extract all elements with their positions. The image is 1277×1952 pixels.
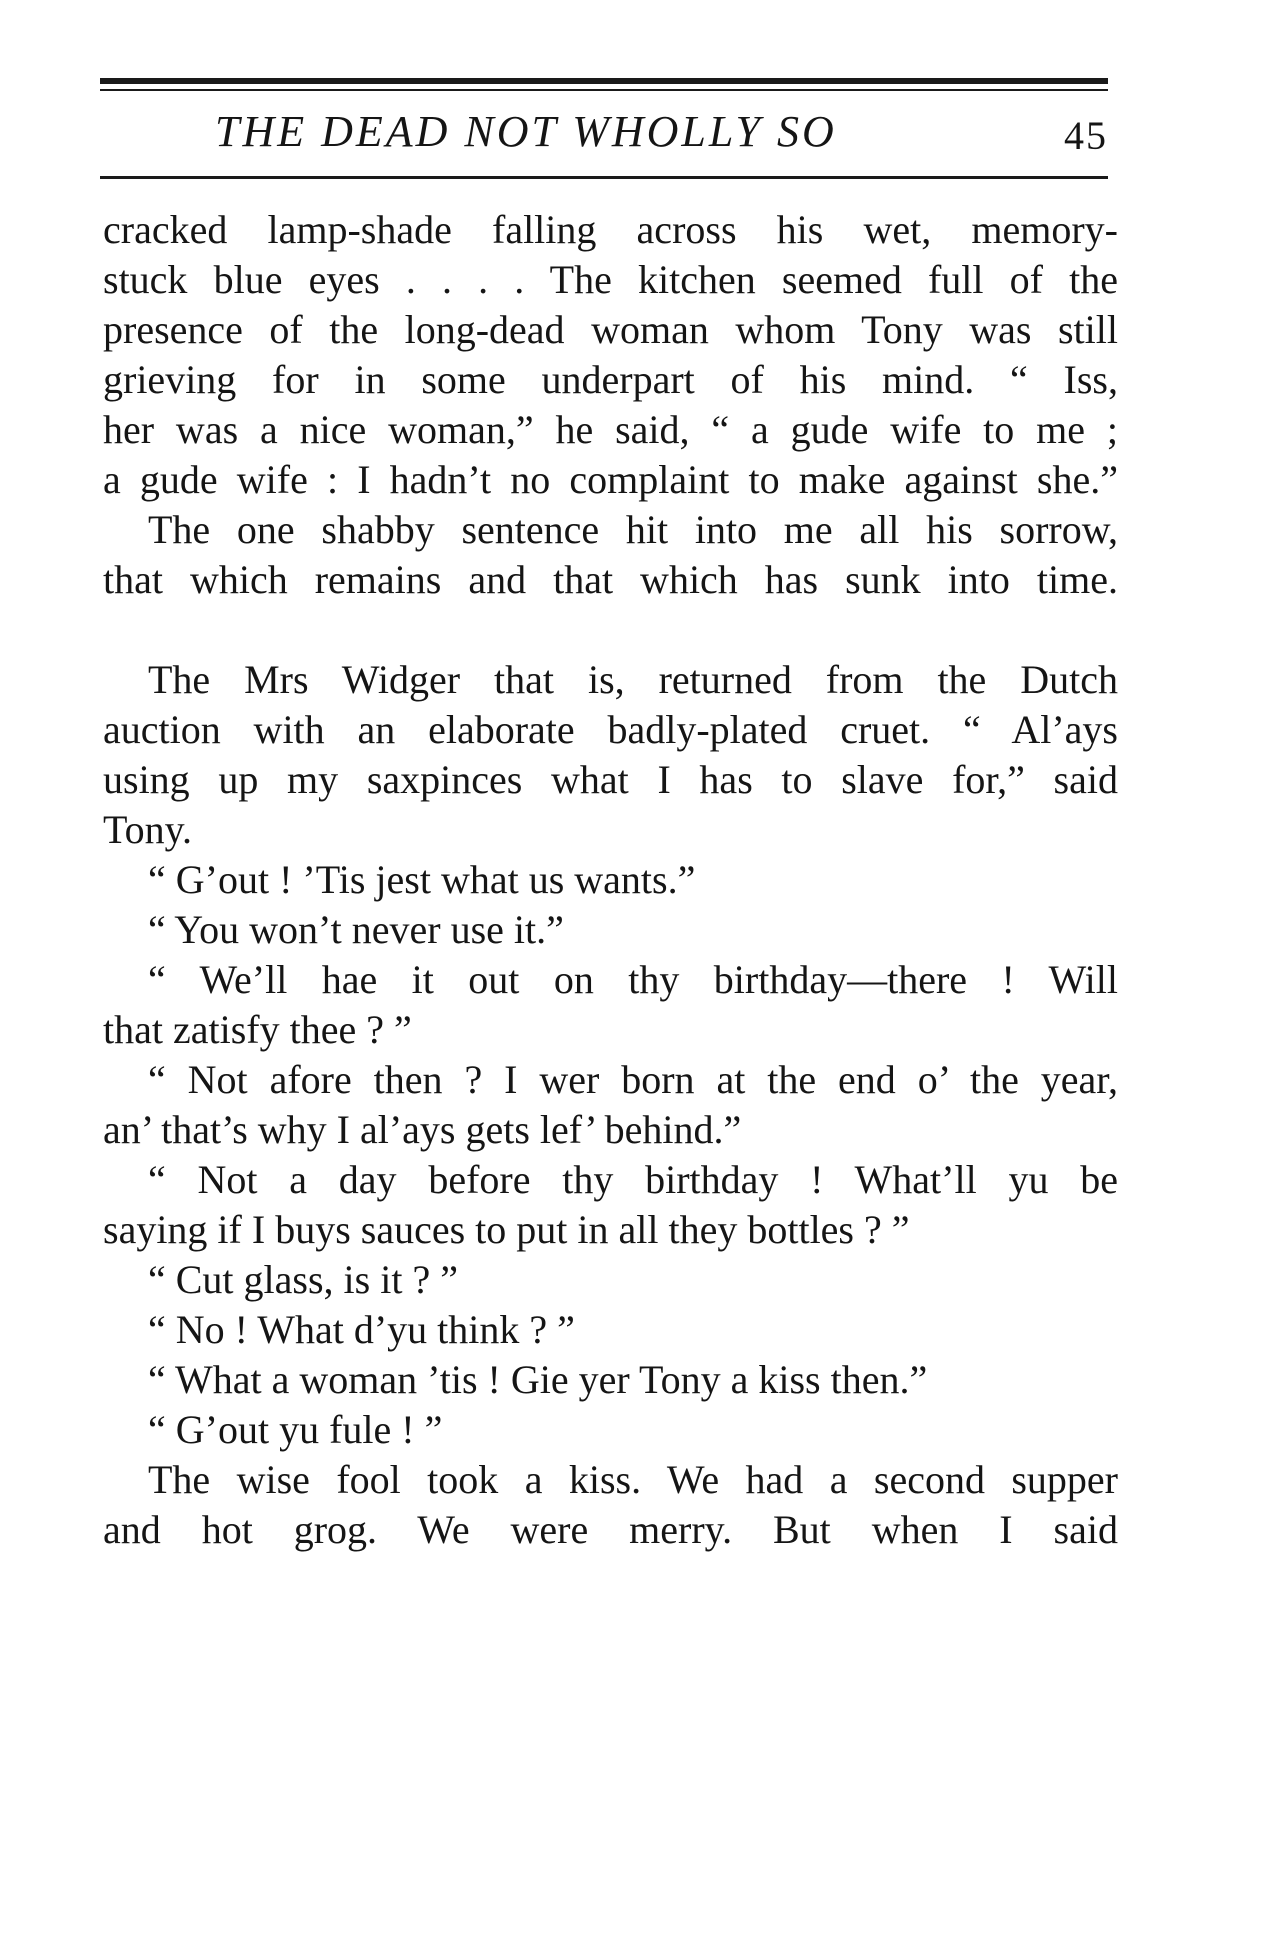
text-line: and hot grog. We were merry. But when I said (103, 1507, 1118, 1552)
text-line: an’ that’s why I al’ays gets lef’ behind.” (103, 1107, 742, 1152)
text-line: “ Cut glass, is it ? ” (148, 1257, 458, 1302)
text-line: The wise fool took a kiss. We had a second supper (148, 1457, 1118, 1502)
text-line: The one shabby sentence hit into me all his sorrow, (148, 507, 1118, 552)
text-line: “ Not afore then ? I wer born at the end o’ the year, (148, 1057, 1118, 1102)
header-rule-thin (100, 89, 1108, 91)
text-line: “ G’out yu fule ! ” (148, 1407, 443, 1452)
running-title: THE DEAD NOT WHOLLY SO (215, 107, 837, 156)
text-line: presence of the long-dead woman whom Tony was still (103, 307, 1118, 352)
text-line: that zatisfy thee ? ” (103, 1007, 412, 1052)
text-line: grieving for in some underpart of his mind. “ Iss, (103, 357, 1118, 402)
header-rule-thick (100, 78, 1108, 84)
text-line: Tony. (103, 807, 193, 852)
text-line: “ What a woman ’tis ! Gie yer Tony a kiss then.” (148, 1357, 928, 1402)
text-line: cracked lamp-shade falling across his wet, memory- (103, 207, 1118, 252)
text-line: saying if I buys sauces to put in all they bottles ? ” (103, 1207, 910, 1252)
text-line: a gude wife : I hadn’t no complaint to make against she.” (103, 457, 1118, 502)
text-line: “ Not a day before thy birthday ! What’ll yu be (148, 1157, 1118, 1202)
text-line: stuck blue eyes . . . . The kitchen seemed full of the (103, 257, 1118, 302)
text-line: The Mrs Widger that is, returned from the Dutch (148, 657, 1118, 702)
text-line: auction with an elaborate badly-plated cruet. “ Al’ays (103, 707, 1118, 752)
text-line: using up my saxpinces what I has to slave for,” said (103, 757, 1118, 802)
text-line: “ You won’t never use it.” (148, 907, 564, 952)
text-line: “ G’out ! ’Tis jest what us wants.” (148, 857, 696, 902)
header-rule-under (100, 176, 1108, 179)
page-number: 45 (1064, 113, 1108, 158)
text-line: her was a nice woman,” he said, “ a gude wife to me ; (103, 407, 1118, 452)
text-line: that which remains and that which has sunk into time. (103, 557, 1118, 602)
running-head (100, 102, 1108, 162)
text-line: “ No ! What d’yu think ? ” (148, 1307, 575, 1352)
text-line: “ We’ll hae it out on thy birthday—there ! Will (148, 957, 1118, 1002)
